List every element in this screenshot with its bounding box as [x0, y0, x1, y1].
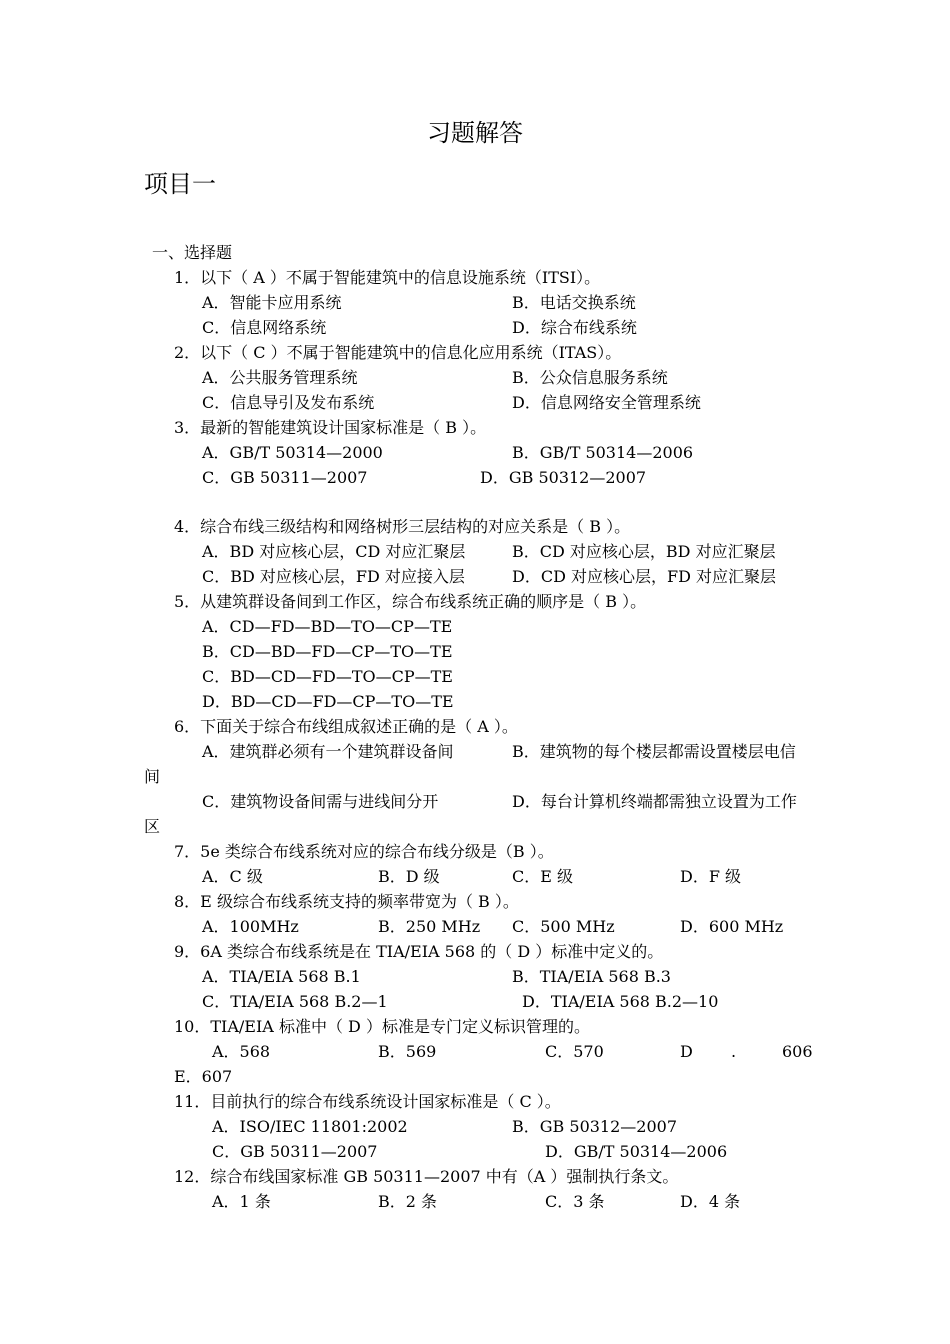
option: B．公众信息服务系统	[512, 368, 668, 387]
option: D．综合布线系统	[512, 318, 637, 337]
option: A．公共服务管理系统	[202, 368, 358, 387]
question-stem: 6．下面关于综合布线组成叙述正确的是（ A ）。	[174, 717, 518, 736]
option: C．3 条	[545, 1192, 605, 1211]
option: C．BD—CD—FD—TO—CP—TE	[202, 667, 453, 686]
option: A．1 条	[212, 1192, 271, 1211]
option: 606	[782, 1042, 813, 1061]
option: C．GB 50311—2007	[212, 1142, 378, 1161]
option: B．电话交换系统	[512, 293, 636, 312]
option: A．100MHz	[202, 917, 299, 936]
option: D	[680, 1042, 693, 1061]
option: B．D 级	[378, 867, 440, 886]
question-stem: 11．目前执行的综合布线系统设计国家标准是（ C ）。	[174, 1092, 561, 1111]
option: C．信息导引及发布系统	[202, 393, 375, 412]
option: D．4 条	[680, 1192, 741, 1211]
option: D．每台计算机终端都需独立设置为工作	[512, 792, 797, 811]
option: D．信息网络安全管理系统	[512, 393, 701, 412]
option: C．信息网络系统	[202, 318, 327, 337]
page-title: 习题解答	[427, 119, 523, 147]
option: C．TIA/EIA 568 B.2—1	[202, 992, 388, 1011]
option: A．568	[212, 1042, 271, 1061]
option: C．570	[545, 1042, 604, 1061]
option: B．建筑物的每个楼层都需设置楼层电信	[512, 742, 796, 761]
question-stem: 4．综合布线三级结构和网络树形三层结构的对应关系是（ B ）。	[174, 517, 631, 536]
option: C．BD 对应核心层，FD 对应接入层	[202, 567, 465, 586]
option: A．建筑群必须有一个建筑群设备间	[202, 742, 454, 761]
question-stem: 3．最新的智能建筑设计国家标准是（ B ）。	[174, 418, 487, 437]
question-stem: 5．从建筑群设备间到工作区，综合布线系统正确的顺序是（ B ）。	[174, 592, 647, 611]
option: B．TIA/EIA 568 B.3	[512, 967, 671, 986]
option: D．CD 对应核心层，FD 对应汇聚层	[512, 567, 777, 586]
section-heading: 一、选择题	[152, 243, 233, 262]
question-stem: 9．6A 类综合布线系统是在 TIA/EIA 568 的（ D ）标准中定义的。	[174, 942, 664, 961]
option: D．GB 50312—2007	[480, 468, 647, 487]
option: B．CD—BD—FD—CP—TO—TE	[202, 642, 453, 661]
question-stem: 12．综合布线国家标准 GB 50311—2007 中有（A ）强制执行条文。	[174, 1167, 679, 1186]
option: D．600 MHz	[680, 917, 784, 936]
option: .	[731, 1042, 737, 1061]
project-heading: 项目一	[144, 170, 216, 198]
option: C．500 MHz	[512, 917, 615, 936]
option: D．BD—CD—FD—CP—TO—TE	[202, 692, 454, 711]
question-stem: 7．5e 类综合布线系统对应的综合布线分级是（B ）。	[174, 842, 554, 861]
option-wrap: 区	[144, 817, 161, 836]
question-stem: 1．以下（ A ）不属于智能建筑中的信息设施系统（ITSI）。	[174, 268, 601, 287]
question-stem: 2．以下（ C ）不属于智能建筑中的信息化应用系统（ITAS）。	[174, 343, 622, 362]
option: B．250 MHz	[378, 917, 481, 936]
option: E．607	[174, 1067, 233, 1086]
option: A．智能卡应用系统	[202, 293, 342, 312]
question-stem: 10．TIA/EIA 标准中（ D ）标准是专门定义标识管理的。	[174, 1017, 590, 1036]
option: D．F 级	[680, 867, 742, 886]
option: B．2 条	[378, 1192, 438, 1211]
option: A．ISO/IEC 11801:2002	[212, 1117, 408, 1136]
option: C．GB 50311—2007	[202, 468, 368, 487]
option: B．569	[378, 1042, 437, 1061]
option-wrap: 间	[144, 767, 161, 786]
option: B．GB 50312—2007	[512, 1117, 678, 1136]
option: A．CD—FD—BD—TO—CP—TE	[202, 617, 453, 636]
option: B．CD 对应核心层，BD 对应汇聚层	[512, 542, 776, 561]
option: A．GB/T 50314—2000	[202, 443, 383, 462]
option: A．TIA/EIA 568 B.1	[202, 967, 361, 986]
option: C．E 级	[512, 867, 574, 886]
option: C．建筑物设备间需与进线间分开	[202, 792, 439, 811]
option: B．GB/T 50314—2006	[512, 443, 694, 462]
option: D．GB/T 50314—2006	[545, 1142, 728, 1161]
option: A．BD 对应核心层，CD 对应汇聚层	[202, 542, 466, 561]
option: D．TIA/EIA 568 B.2—10	[522, 992, 719, 1011]
question-stem: 8．E 级综合布线系统支持的频率带宽为（ B ）。	[174, 892, 519, 911]
option: A．C 级	[202, 867, 263, 886]
